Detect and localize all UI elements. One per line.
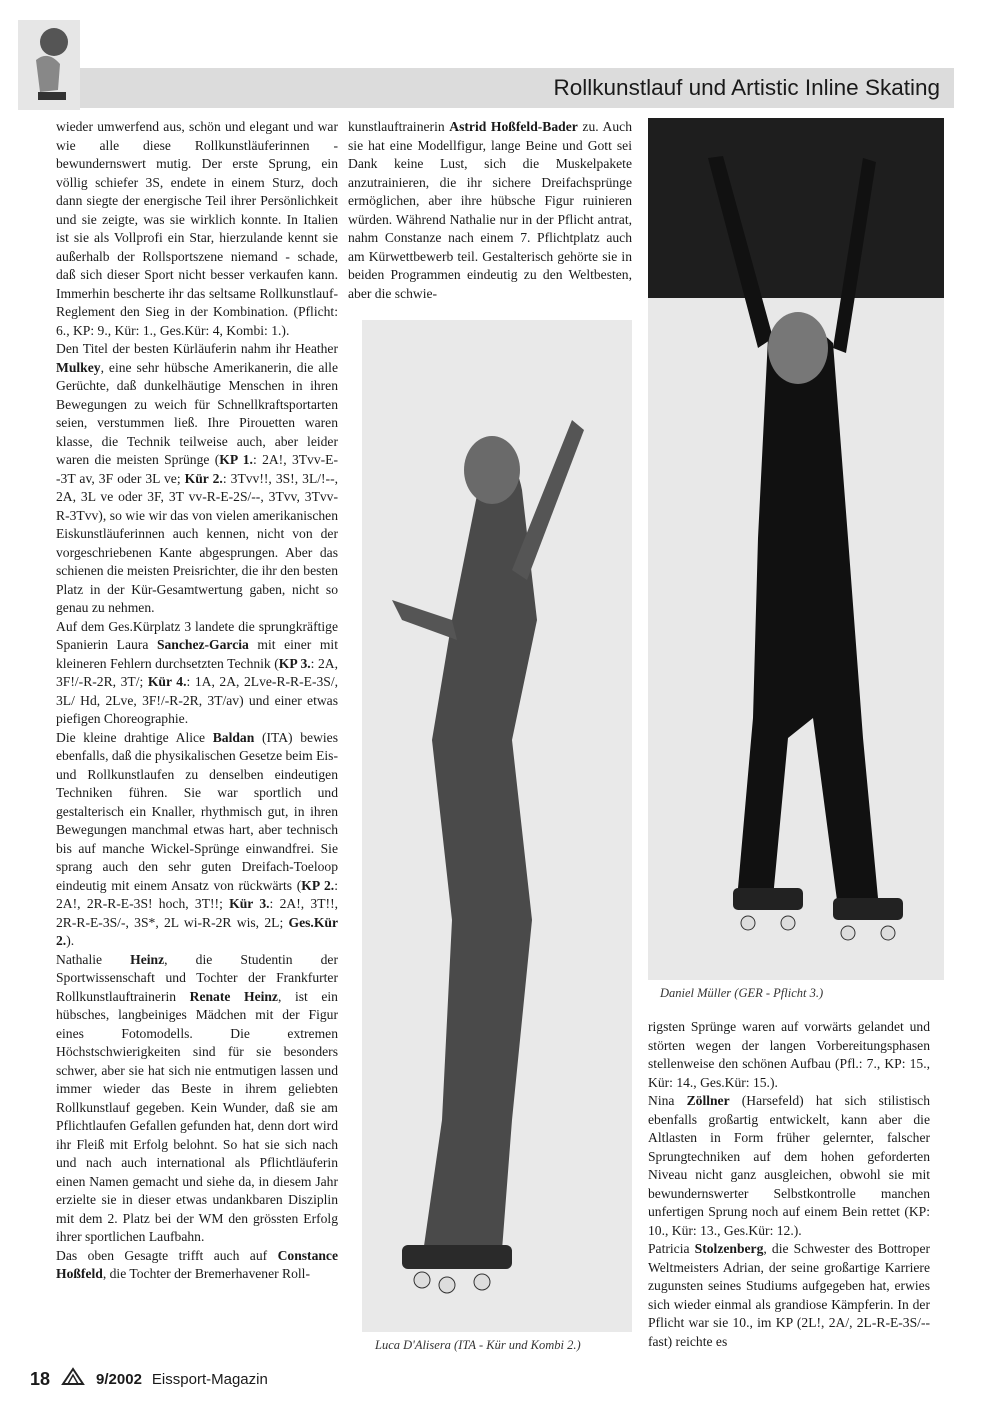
paragraph: Patricia Stolzenberg, die Schwester des Bottroper Weltmeisters Adrian, der seine großartige Karriere zugunsten seines Studiums aufgegeben hat, erwies sich wieder einmal als grandiose Kämpferin. In der Pflicht war sie 10., im KP (2L!, 2A/, 2L-R-E-3S/-- fast) reichte es <box>648 1241 930 1349</box>
skater-logo <box>18 20 80 110</box>
photo-daniel-mueller <box>648 118 944 980</box>
paragraph: Nathalie Heinz, die Studentin der Sportwissenschaft und Tochter der Frankfurter Rollkunstlauftrainerin Renate Heinz, ist ein hübsches, langbeiniges Mädchen mit der Figur eines Fotomodells. Die extremen Höchstschwierigkeiten sind für sie besonders schwer, aber sie hat sich nie entmutigen lassen und immer wieder das Beste in ihrem geliebten Rollkunstlauf gegeben. Kein Wunder, daß sie am Pflichtlaufen Gefallen gefunden hat, denn dort wird ihr Fleiß mit Erfolg belohnt. So hat sie sich nach und nach auch international als Pflichtläuferin einen Namen gemacht und siehe da, in diesem Jahr erzielte sie in dieser etwas undankbaren Disziplin mit dem 2. Platz bei der WM den grössten Erfolg ihrer sportlichen Laufbahn. <box>56 951 338 1244</box>
article-column-1 <box>56 118 338 1284</box>
issue-number: 9/2002 <box>96 1370 142 1388</box>
page-footer <box>30 1366 268 1392</box>
photo-luca-dalisera <box>362 320 632 1332</box>
article-column-3 <box>648 1018 930 1351</box>
paragraph: Nina Zöllner (Harsefeld) hat sich stilistisch ebenfalls großartig entwickelt, kann aber die Altlasten in Form früher gelernter, falscher Sprungtechniken auf dem hohen geforderten Niveau nicht ganz ausgleichen, obwohl sie mit bewundernswerter Selbstkontrolle manchen unfertigen Sprung noch auf einem Bein rettet (KP: 10., Kür: 13., Ges.Kür: 12.). <box>648 1093 930 1238</box>
photo-caption: Luca D'Alisera (ITA - Kür und Kombi 2.) <box>375 1338 581 1352</box>
paragraph: Das oben Gesagte trifft auch auf Constance Hoßfeld, die Tochter der Bremerhavener Roll- <box>56 1247 338 1281</box>
magazine-logo-icon <box>60 1366 86 1392</box>
article-column-2 <box>348 118 632 303</box>
paragraph: Den Titel der besten Kürläuferin nahm ihr Heather Mulkey, eine sehr hübsche Amerikanerin, die alle Gerüchte, daß dunkelhäutige Menschen in ihren Bewegungen zu weich für Schnellkraftsportarten seien, verstummen ließ. Ihre Pirouetten waren klasse, die Technik teilweise auch, aber leider waren die meisten Sprünge (KP 1.: 2A!, 3Tvv-E--3T av, 3F oder 3L ve; Kür 2.: 3Tvv!!, 3S!, 3L/!--, 2A, 3L ve oder 3F, 3T vv-R-E-2S/--, 3Tvv, 3Tvv-R-3Tvv), so wie wir das von vielen amerikanischen Eiskunstläuferinnen auch kennen, nicht von der vorgeschriebenen Kante abgesprungen. Aber das schienen die meisten Preisrichter, die ihr den besten Platz in der Kür-Gesamtwertung gaben, nicht so genau zu nehmen. <box>56 341 338 615</box>
paragraph: rigsten Sprünge waren auf vorwärts gelandet und störten wegen der langen Vorbereitungsphasen stellenweise den schönen Aufbau (Pfl.: 7., KP: 15., Kür: 14., Ges.Kür: 15.). <box>648 1019 930 1090</box>
page-title: Rollkunstlauf und Artistic Inline Skating <box>553 75 940 100</box>
photo-caption: Daniel Müller (GER - Pflicht 3.) <box>660 986 824 1000</box>
page-number: 18 <box>30 1368 51 1389</box>
paragraph: Die kleine drahtige Alice Baldan (ITA) bewies ebenfalls, daß die physikalischen Gesetze beim Eis- und Rollkunstlaufen zu denselben eindeutigen Techniken führen. Sie war sportlich und gestalterisch ein Knaller, rhythmisch gut, in ihren Bewegungen manchmal etwas hart, aber technisch bis auf manche Wickel-Sprünge einwandfrei. Sie sprang auch den sehr guten Dreifach-Toeloop eindeutig mit einem Ansatz von rückwärts (KP 2.: 2A!, 2R-R-E-3S! hoch, 3T!!; Kür 3.: 2A!, 3T!!, 2R-R-E-3S/-, 3S*, 2L wi-R-2R wis, 2L; Ges.Kür 2.). <box>56 729 338 948</box>
paragraph: Auf dem Ges.Kürplatz 3 landete die sprungkräftige Spanierin Laura Sanchez-Garcia mit einer mit kleineren Fehlern durchsetzten Technik (KP 3.: 2A, 3F!/-R-2R, 3T/; Kür 4.: 1A, 2A, 2Lve-R-R-E-3S/, 3L/ Hd, 2Lve, 3F!/-R-2R, 3T/av) und einer etwas piefigen Choreographie. <box>56 618 339 726</box>
paragraph: kunstlauftrainerin Astrid Hoßfeld-Bader zu. Auch sie hat eine Modellfigur, lange Beine und Gott sei Dank keine Lust, sich die Muskelpakete anzutrainieren, die ihr sichere Dreifachsprünge ermöglichen, aber ihre hübsche Figur ruinieren würden. Während Nathalie nur in der Pflicht antrat, nahm Constanze nach einem 7. Pflichtplatz auch am Kürwettbewerb teil. Gestalterisch gehörte sie in beiden Programmen eindeutig zu den Weltbesten, aber die schwie- <box>348 119 632 301</box>
magazine-name: Eissport-Magazin <box>151 1370 268 1388</box>
paragraph: wieder umwerfend aus, schön und elegant und war wie alle diese Rollkunstläuferinnen - bewundernswert mutig. Der erste Sprung, ein völlig schiefer 3S, endete in einem Sturz, doch dann siegte der energische Teil ihrer Persönlichkeit und sie zeigte, was sie wirklich konnte. In Italien ist sie als Vollprofi ein Star, hierzulande kennt sie außerhalb der Rollsportszene niemand - schade, daß sich dieser Sport nicht besser verkaufen kann. Immerhin bescherte ihr das seltsame Rollkunstlauf-Reglement den Sieg in der Kombination. (Pflicht: 6., KP: 9., Kür: 1., Ges.Kür: 4, Kombi: 1.). <box>56 119 338 338</box>
